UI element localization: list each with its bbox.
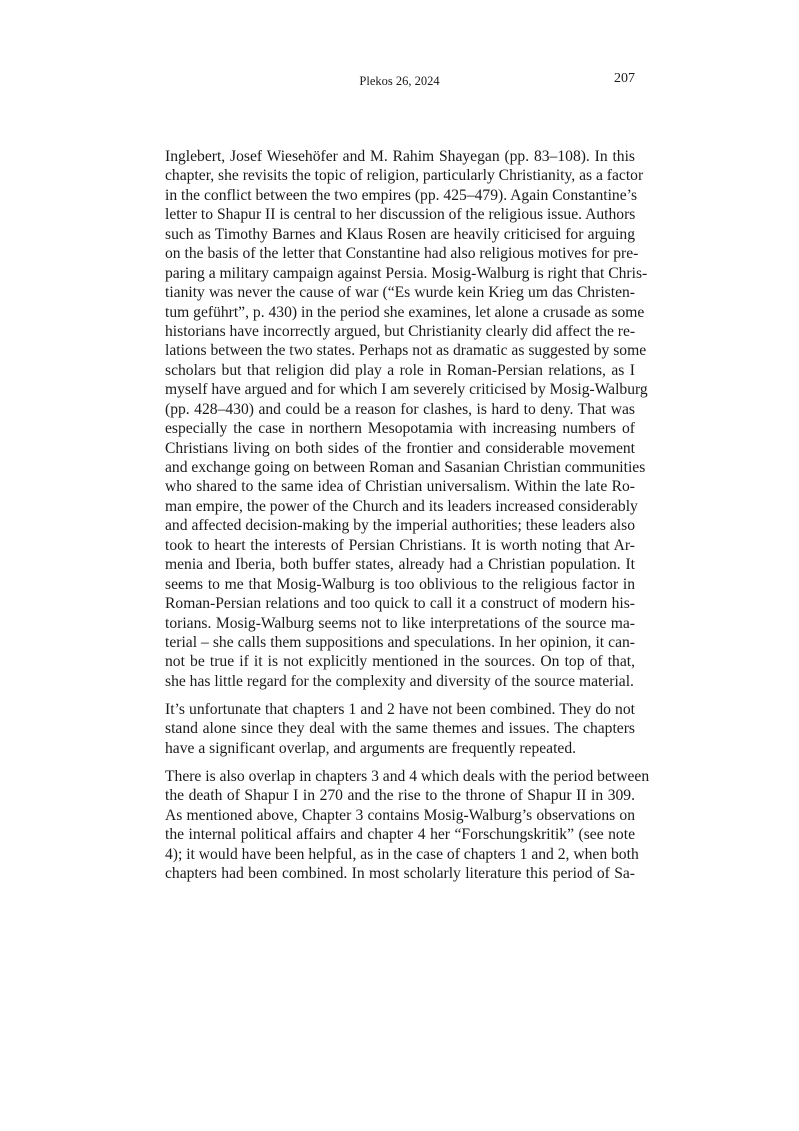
text-line: Christians living on both sides of the frontier and considerable movement [165, 439, 635, 457]
text-line: on the basis of the letter that Constantine had also religious motives for pre- [165, 245, 639, 263]
text-line: stand alone since they deal with the same themes and issues. The chapters [165, 720, 635, 738]
text-line: There is also overlap in chapters 3 and 4 which deals with the period between [165, 767, 650, 785]
text-line: tum geführt”, p. 430) in the period she examines, let alone a crusade as some [165, 303, 645, 321]
paragraph [165, 700, 635, 758]
text-line: in the conflict between the two empires (pp. 425–479). Again Constantine’s [165, 186, 638, 204]
text-line: paring a military campaign against Persia. Mosig-Walburg is right that Chris- [165, 264, 648, 282]
text-line: chapters had been combined. In most scholarly literature this period of Sa- [165, 864, 635, 882]
text-line: seems to me that Mosig-Walburg is too oblivious to the religious factor in [165, 575, 635, 593]
text-line: the internal political affairs and chapter 4 her “Forschungskritik” (see note [165, 826, 635, 844]
text-line: (pp. 428–430) and could be a reason for clashes, is hard to deny. That was [165, 400, 635, 418]
page-number: 207 [614, 71, 635, 86]
text-line: It’s unfortunate that chapters 1 and 2 have not been combined. They do not [165, 700, 635, 718]
text-line: such as Timothy Barnes and Klaus Rosen are heavily criticised for arguing [165, 225, 635, 243]
text-line: Inglebert, Josef Wiesehöfer and M. Rahim Shayegan (pp. 83–108). In this [165, 148, 635, 165]
text-line: and affected decision-making by the imperial authorities; these leaders also [165, 517, 635, 535]
text-line: who shared to the same idea of Christian universalism. Within the late Ro- [165, 478, 635, 496]
text-line: As mentioned above, Chapter 3 contains Mosig-Walburg’s observations on [165, 806, 635, 824]
text-line: tianity was never the cause of war (“Es wurde kein Krieg um das Christen- [165, 284, 635, 302]
text-line: especially the case in northern Mesopotamia with increasing numbers of [165, 420, 635, 438]
text-line: have a significant overlap, and arguments are frequently repeated. [165, 739, 577, 757]
text-line: took to heart the interests of Persian Christians. It is worth noting that Ar- [165, 536, 635, 554]
text-line: scholars but that religion did play a role in Roman-Persian relations, as I [165, 361, 635, 379]
text-line: torians. Mosig-Walburg seems not to like interpretations of the source ma- [165, 614, 635, 632]
text-line: menia and Iberia, both buffer states, already had a Christian population. It [165, 556, 635, 574]
text-line: she has little regard for the complexity and diversity of the source material. [165, 672, 634, 690]
text-line: man empire, the power of the Church and its leaders increased considerably [165, 497, 638, 515]
text-line: lations between the two states. Perhaps not as dramatic as suggested by some [165, 342, 647, 360]
text-line: 4); it would have been helpful, as in the case of chapters 1 and 2, when both [165, 845, 639, 863]
text-line: Roman-Persian relations and too quick to call it a construct of modern his- [165, 595, 635, 613]
body-text [165, 147, 650, 892]
paragraph [165, 767, 650, 884]
text-line: chapter, she revisits the topic of religion, particularly Christianity, as a factor [165, 167, 644, 185]
text-line: the death of Shapur I in 270 and the rise to the throne of Shapur II in 309. [165, 787, 635, 805]
paragraph [165, 147, 648, 691]
text-line: letter to Shapur II is central to her discussion of the religious issue. Authors [165, 206, 636, 224]
text-line: myself have argued and for which I am severely criticised by Mosig-Walburg [165, 381, 648, 399]
text-line: and exchange going on between Roman and Sasanian Christian communities [165, 459, 646, 476]
text-line: terial – she calls them suppositions and speculations. In her opinion, it can- [165, 633, 635, 651]
text-line: not be true if it is not explicitly mentioned in the sources. On top of that, [165, 653, 635, 671]
text-line: historians have incorrectly argued, but Christianity clearly did affect the re- [165, 322, 636, 340]
running-head: Plekos 26, 2024 [359, 74, 440, 88]
